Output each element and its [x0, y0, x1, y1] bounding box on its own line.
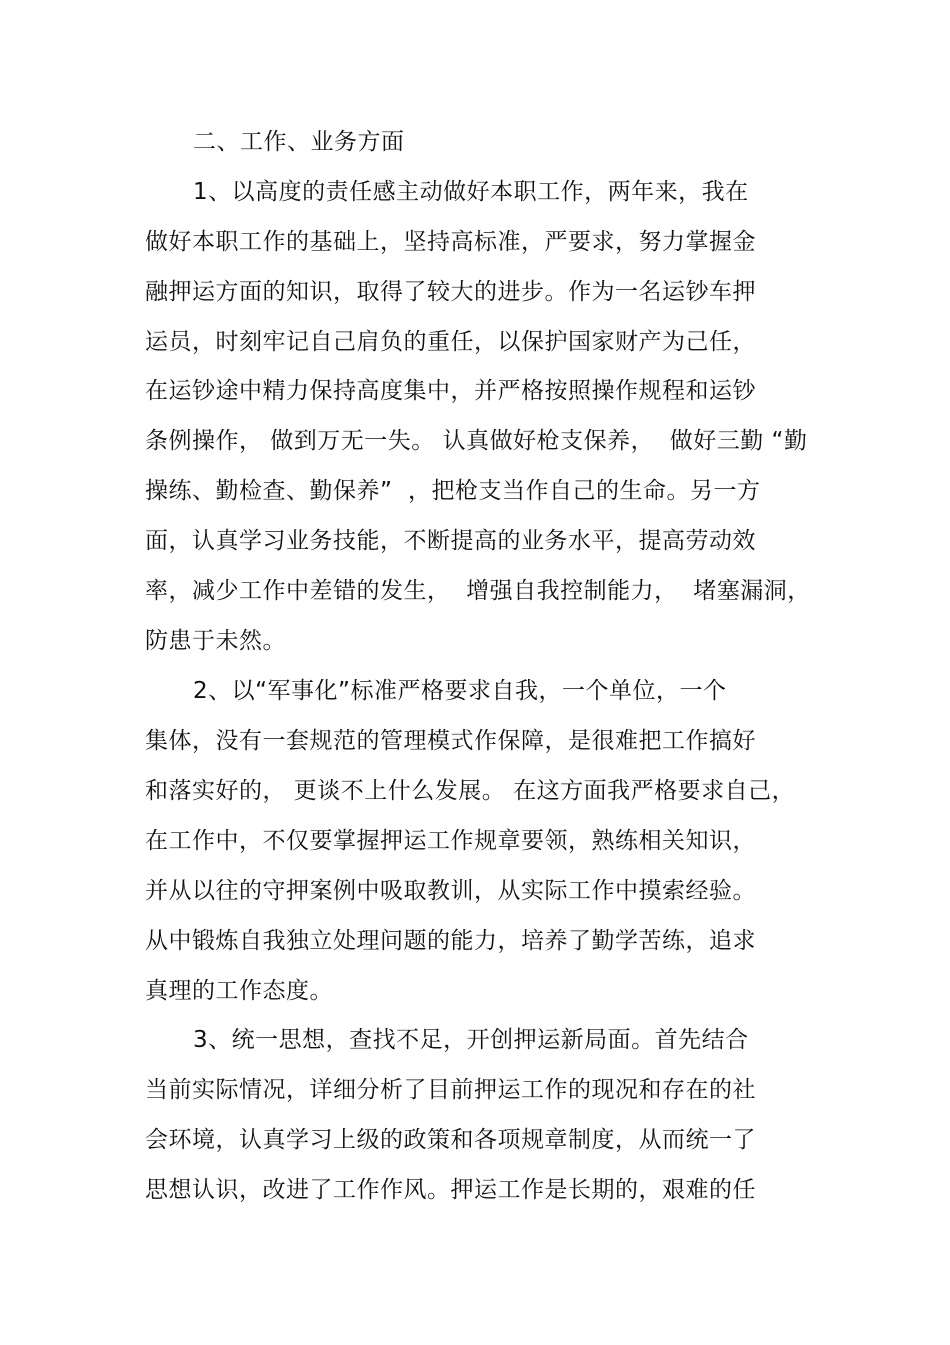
paragraph-line: 2、以“军事化”标准严格要求自我，一个单位，一个 — [193, 678, 727, 704]
paragraph-line: 真理的工作态度。 — [145, 978, 333, 1004]
paragraph-line: 当前实际情况，详细分析了目前押运工作的现况和存在的社 — [145, 1077, 756, 1103]
paragraph-line: 集体，没有一套规范的管理模式作保障，是很难把工作搞好 — [145, 728, 756, 754]
paragraph-line: 率，减少工作中差错的发生， 增强自我控制能力， 堵塞漏洞， — [145, 578, 811, 604]
paragraph-line: 防患于未然。 — [145, 628, 286, 654]
paragraph-line: 会环境，认真学习上级的政策和各项规章制度，从而统一了 — [145, 1127, 756, 1153]
paragraph-line: 在工作中，不仅要掌握押运工作规章要领，熟练相关知识， — [145, 828, 756, 854]
paragraph-line: 条例操作， 做到万无一失。 认真做好枪支保养， 做好三勤 “勤 — [145, 428, 808, 454]
section-heading: 二、工作、业务方面 — [193, 129, 405, 155]
paragraph-line: 思想认识，改进了工作作风。押运工作是长期的，艰难的任 — [145, 1177, 756, 1203]
paragraph-line: 做好本职工作的基础上，坚持高标准，严要求，努力掌握金 — [145, 229, 756, 255]
paragraph-line: 和落实好的， 更谈不上什么发展。 在这方面我严格要求自己， — [145, 778, 796, 804]
paragraph-line: 融押运方面的知识，取得了较大的进步。作为一名运钞车押 — [145, 279, 756, 305]
paragraph-line: 面，认真学习业务技能，不断提高的业务水平，提高劳动效 — [145, 528, 756, 554]
paragraph-line: 1、以高度的责任感主动做好本职工作，两年来，我在 — [193, 179, 749, 205]
paragraph-line: 从中锻炼自我独立处理问题的能力，培养了勤学苦练，追求 — [145, 928, 756, 954]
paragraph-line: 并从以往的守押案例中吸取教训，从实际工作中摸索经验。 — [145, 878, 756, 904]
paragraph-line: 运员，时刻牢记自己肩负的重任，以保护国家财产为己任， — [145, 329, 756, 355]
paragraph-line: 3、统一思想，查找不足，开创押运新局面。首先结合 — [193, 1027, 749, 1053]
paragraph-line: 操练、勤检查、勤保养” ，把枪支当作自己的生命。另一方 — [145, 478, 761, 504]
paragraph-line: 在运钞途中精力保持高度集中，并严格按照操作规程和运钞 — [145, 378, 756, 404]
